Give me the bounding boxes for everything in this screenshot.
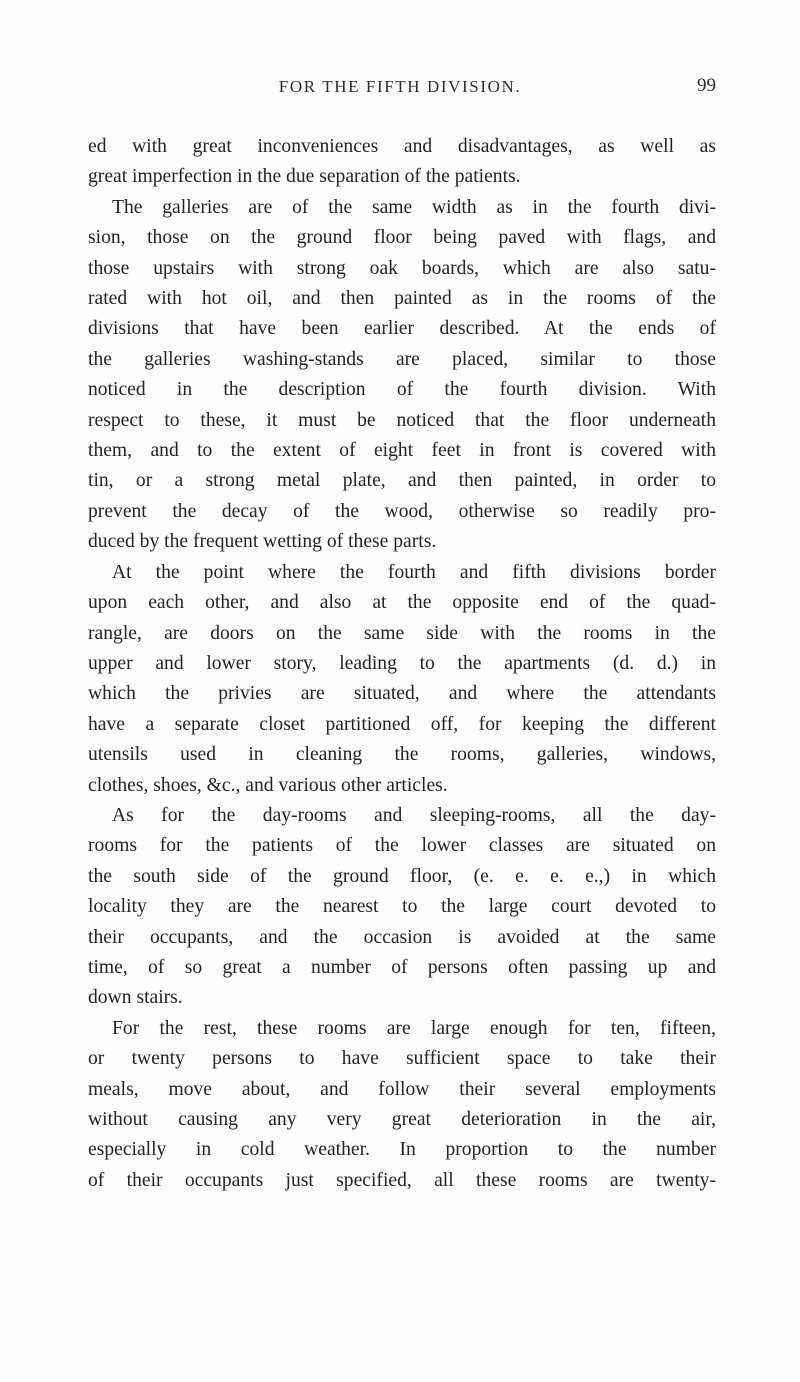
text-line: sion, those on the ground floor being paved with flags, and <box>88 227 716 249</box>
paragraph-5 <box>88 1014 716 1196</box>
text-line: meals, move about, and follow their several employments <box>88 1078 716 1100</box>
text-line: divisions that have been earlier described. At the ends of <box>88 318 716 340</box>
text-line: which the privies are situated, and where the attendants <box>88 683 716 705</box>
running-head <box>0 75 800 109</box>
text-line: or twenty persons to have sufficient space to take their <box>88 1048 716 1070</box>
text-line: utensils used in cleaning the rooms, galleries, windows, <box>88 744 716 766</box>
body-text <box>88 132 716 1196</box>
text-line: As for the day-rooms and sleeping-rooms, all the day- <box>112 804 716 826</box>
text-line: the galleries washing-stands are placed, similar to those <box>88 348 716 370</box>
running-title: FOR THE FIFTH DIVISION. <box>278 77 522 96</box>
text-line: ed with great inconveniences and disadvantages, as well as <box>88 136 716 157</box>
text-line: upon each other, and also at the opposite end of the quad- <box>88 592 716 614</box>
paragraph-3 <box>88 558 716 801</box>
text-line: especially in cold weather. In proportion to the number <box>88 1139 716 1161</box>
text-line: of their occupants just specified, all these rooms are twenty- <box>88 1169 716 1191</box>
text-line: have a separate closet partitioned off, for keeping the different <box>88 713 716 735</box>
text-line: respect to these, it must be noticed that the floor underneath <box>88 409 716 431</box>
text-line: down stairs. <box>88 987 183 1009</box>
text-line: At the point where the fourth and fifth divisions border <box>112 561 716 583</box>
text-line: tin, or a strong metal plate, and then painted, in order to <box>88 470 716 492</box>
text-line: them, and to the extent of eight feet in front is covered with <box>88 440 716 462</box>
text-line: For the rest, these rooms are large enough for ten, fifteen, <box>112 1017 716 1039</box>
text-line: the south side of the ground floor, (e. e. e. e.,) in which <box>88 865 716 887</box>
text-line: prevent the decay of the wood, otherwise so readily pro- <box>88 500 716 522</box>
text-line: The galleries are of the same width as in the fourth divi- <box>112 196 716 218</box>
text-line: rangle, are doors on the same side with the rooms in the <box>88 622 716 644</box>
text-line: time, of so great a number of persons often passing up and <box>88 956 716 978</box>
text-line: great imperfection in the due separation of the patients. <box>88 166 521 188</box>
page-number: 99 <box>697 75 716 96</box>
text-line: those upstairs with strong oak boards, which are also satu- <box>88 257 716 279</box>
text-line: upper and lower story, leading to the apartments (d. d.) in <box>88 652 716 674</box>
text-line: their occupants, and the occasion is avoided at the same <box>88 926 716 948</box>
paragraph-1 <box>88 132 716 193</box>
paragraph-4 <box>88 801 716 1014</box>
text-line: rated with hot oil, and then painted as in the rooms of the <box>88 288 716 310</box>
text-line: without causing any very great deterioration in the air, <box>88 1109 716 1130</box>
text-line: rooms for the patients of the lower classes are situated on <box>88 835 716 857</box>
text-line: duced by the frequent wetting of these parts. <box>88 531 437 553</box>
paragraph-2 <box>88 193 716 558</box>
text-line: clothes, shoes, &c., and various other articles. <box>88 774 448 796</box>
text-line: locality they are the nearest to the large court devoted to <box>88 896 716 918</box>
text-line: noticed in the description of the fourth division. With <box>88 379 716 401</box>
